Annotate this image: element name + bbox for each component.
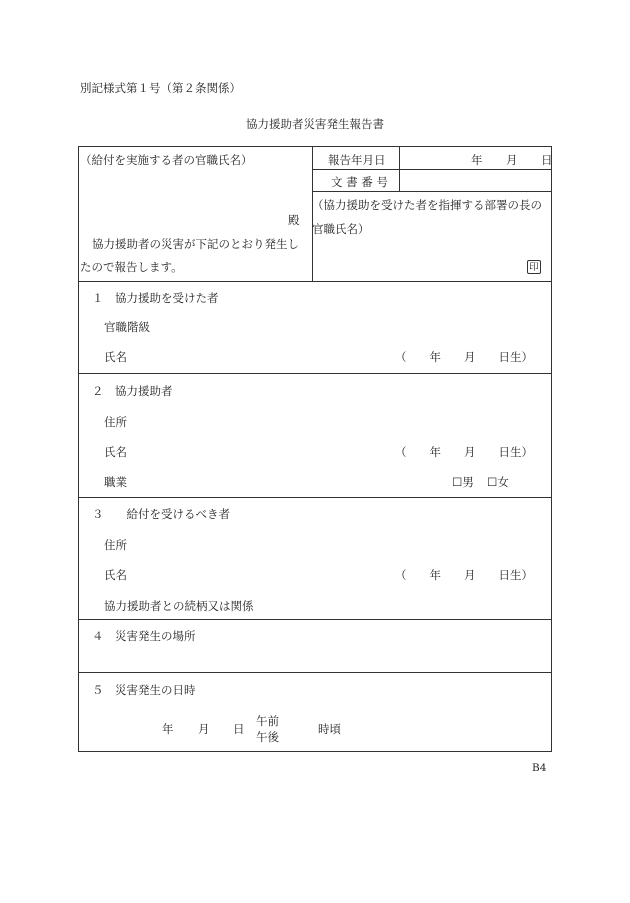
header-divider bbox=[312, 146, 313, 281]
section1-birthdate: （ 年 月 日生） bbox=[395, 350, 533, 364]
female-label: 女 bbox=[497, 475, 509, 489]
section3-address-label: 住所 bbox=[104, 538, 127, 552]
report-statement-line2: たので報告します。 bbox=[80, 260, 183, 274]
section5-day: 日 bbox=[233, 722, 245, 736]
section2-birthdate: （ 年 月 日生） bbox=[395, 445, 533, 459]
supervisor-label-line2: 官職氏名） bbox=[312, 222, 370, 236]
section4-top-border bbox=[78, 619, 552, 620]
sender-label: （給付を実施する者の官職氏名） bbox=[80, 153, 253, 167]
section2-occupation-label: 職業 bbox=[104, 475, 127, 489]
female-option[interactable] bbox=[487, 474, 509, 490]
section3-relation-label: 協力援助者との続柄又は関係 bbox=[104, 599, 254, 613]
section2-top-border bbox=[78, 373, 552, 374]
section2-name-label: 氏名 bbox=[104, 445, 127, 459]
section5-time-suffix: 時頃 bbox=[318, 722, 341, 736]
section2-address-label: 住所 bbox=[104, 415, 127, 429]
male-checkbox-icon[interactable] bbox=[452, 475, 462, 489]
section3-top-border bbox=[78, 497, 552, 498]
report-statement-line1: 協力援助者の災害が下記のとおり発生し bbox=[92, 237, 299, 251]
section4-heading: ４ 災害発生の場所 bbox=[92, 629, 196, 643]
section5-month: 月 bbox=[198, 722, 210, 736]
section3-heading: ３ 給付を受けるべき者 bbox=[92, 507, 230, 521]
date-row-divider bbox=[312, 169, 552, 170]
report-date-year: 年 bbox=[471, 153, 483, 167]
form-title: 協力援助者災害発生報告書 bbox=[246, 117, 384, 131]
supervisor-label-line1: （協力援助を受けた者を指揮する部署の長の bbox=[312, 198, 542, 212]
section3-birthdate: （ 年 月 日生） bbox=[395, 568, 533, 582]
paper-size-label: B4 bbox=[532, 762, 547, 774]
doc-number-label: 文 書 番 号 bbox=[331, 175, 388, 189]
section5-top-border bbox=[78, 672, 552, 673]
section1-heading: １ 協力援助を受けた者 bbox=[92, 291, 219, 305]
female-checkbox-icon[interactable] bbox=[487, 475, 497, 489]
section5-heading: ５ 災害発生の日時 bbox=[92, 683, 196, 697]
section3-name-label: 氏名 bbox=[104, 568, 127, 582]
section2-heading: ２ 協力援助者 bbox=[92, 384, 173, 398]
section5-am: 午前 bbox=[256, 714, 279, 728]
section1-rank-label: 官職階級 bbox=[104, 320, 150, 334]
docnum-row-divider bbox=[312, 191, 552, 192]
section1-top-border bbox=[78, 281, 552, 282]
male-option[interactable] bbox=[452, 474, 474, 490]
seal-mark: 印 bbox=[527, 260, 541, 274]
section5-year: 年 bbox=[162, 722, 174, 736]
section1-name-label: 氏名 bbox=[104, 350, 127, 364]
report-date-label: 報告年月日 bbox=[328, 153, 386, 167]
male-label: 男 bbox=[462, 475, 474, 489]
report-date-month: 月 bbox=[506, 153, 518, 167]
report-date-day: 日 bbox=[541, 153, 553, 167]
addressee-suffix: 殿 bbox=[288, 213, 300, 227]
section5-pm: 午後 bbox=[256, 730, 279, 744]
form-number: 別記様式第１号（第２条関係） bbox=[80, 81, 241, 95]
